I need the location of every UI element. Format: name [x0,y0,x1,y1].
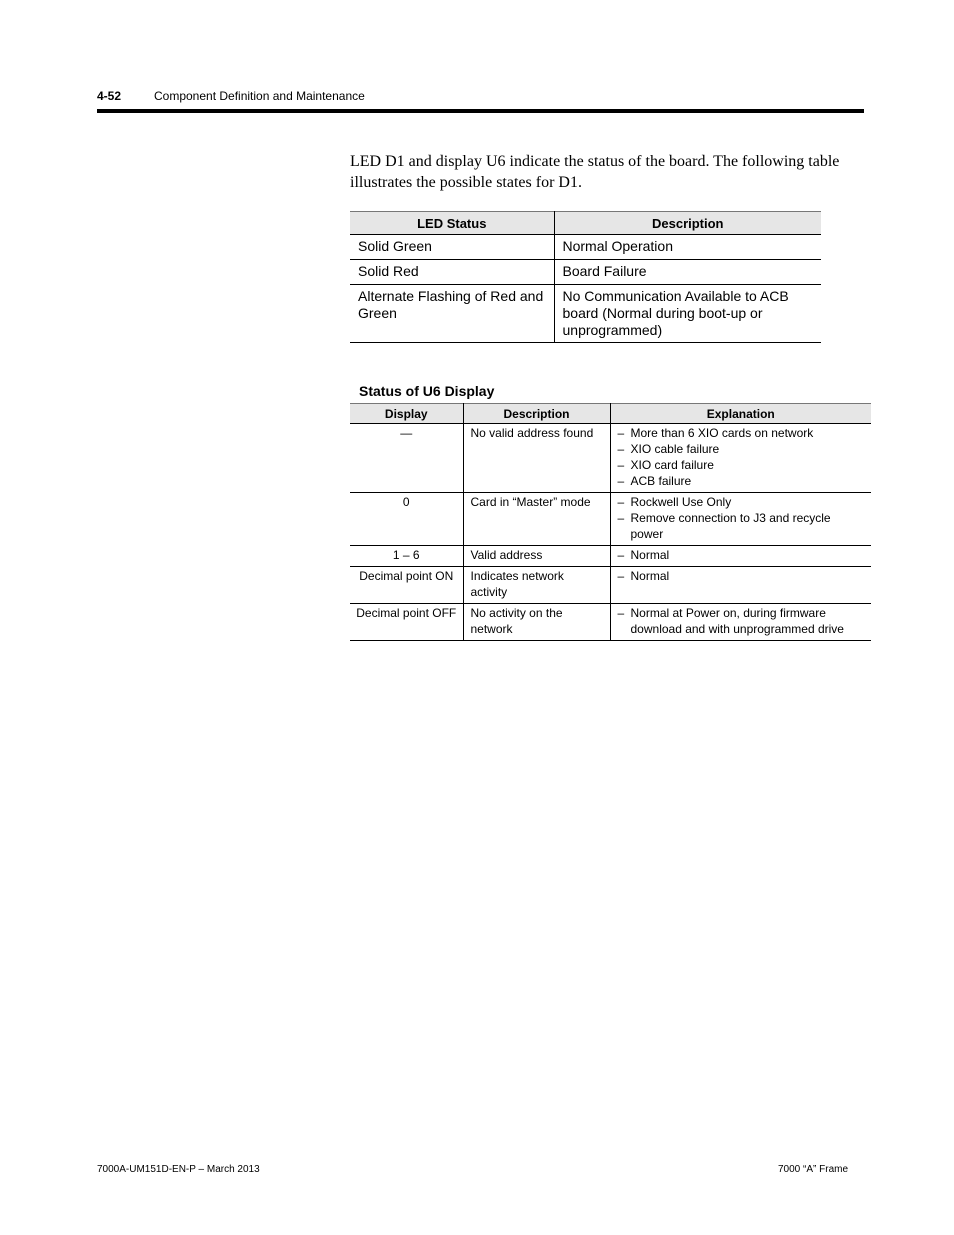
table-row [350,567,871,604]
explanation-item [618,494,865,510]
footer-publication-id: 7000A-UM151D-EN-P – March 2013 [97,1164,260,1175]
explanation-text: More than 6 XIO cards on network [630,426,814,440]
explanation-cell [610,546,871,567]
dash-bullet: – [617,495,625,509]
intro-paragraph: LED D1 and display U6 indicate the status of the board. The following table illustrates the possible states for D1. [350,153,840,191]
explanation-item [618,457,865,473]
display-cell: 0 [350,493,463,546]
explanation-text: Normal at Power on, during firmware download and with unprogrammed drive [630,606,844,636]
explanation-item [618,605,865,637]
dash-bullet: – [617,569,625,583]
description-cell: Board Failure [554,260,821,285]
explanation-text: Remove connection to J3 and recycle power [630,511,831,541]
dash-bullet: – [617,458,625,472]
dash-bullet: – [617,511,625,525]
explanation-text: Normal [630,548,670,562]
dash-bullet: – [617,606,625,620]
description-cell: No Communication Available to ACB board (Normal during boot-up or unprogrammed) [554,285,821,343]
page-number: 4-52 [97,89,122,103]
page-header [97,89,864,113]
u6-table-caption: Status of U6 Display [359,383,495,399]
table-header-row [350,212,821,235]
dash-bullet: – [617,426,625,440]
led-status-cell: Solid Red [350,260,554,285]
display-cell: Decimal point ON [350,567,463,604]
table-row [350,285,821,343]
table-header-row [350,404,871,424]
explanation-cell [610,424,871,493]
column-header-display: Display [350,404,463,424]
explanation-cell [610,493,871,546]
led-status-cell: Alternate Flashing of Red and Green [350,285,554,343]
explanation-text: XIO card failure [630,458,714,472]
explanation-cell [610,604,871,641]
description-cell: No valid address found [463,424,610,493]
explanation-text: Normal [630,569,670,583]
u6-display-table [350,403,871,641]
explanation-item [618,425,865,441]
column-header-description: Description [554,212,821,235]
table-row [350,424,871,493]
explanation-item [618,510,865,542]
explanation-cell [610,567,871,604]
explanation-text: Rockwell Use Only [630,495,732,509]
explanation-item [618,547,865,563]
table-row [350,235,821,260]
dash-bullet: – [617,442,625,456]
description-cell: Card in “Master” mode [463,493,610,546]
display-cell: 1 – 6 [350,546,463,567]
explanation-item [618,441,865,457]
column-header-description: Description [463,404,610,424]
led-status-cell: Solid Green [350,235,554,260]
explanation-item [618,568,865,584]
footer-product-name: 7000 “A” Frame [778,1164,849,1175]
column-header-explanation: Explanation [610,404,871,424]
explanation-text: XIO cable failure [630,442,720,456]
description-cell: No activity on the network [463,604,610,641]
section-title: Component Definition and Maintenance [154,89,365,103]
description-cell: Valid address [463,546,610,567]
display-cell: Decimal point OFF [350,604,463,641]
display-cell: — [350,424,463,493]
led-status-table [350,211,821,343]
dash-bullet: – [617,474,625,488]
description-cell: Normal Operation [554,235,821,260]
table-row [350,604,871,641]
explanation-text: ACB failure [630,474,692,488]
explanation-item [618,473,865,489]
table-row [350,546,871,567]
column-header-led-status: LED Status [350,212,554,235]
table-row [350,493,871,546]
description-cell: Indicates network activity [463,567,610,604]
table-row [350,260,821,285]
dash-bullet: – [617,548,625,562]
